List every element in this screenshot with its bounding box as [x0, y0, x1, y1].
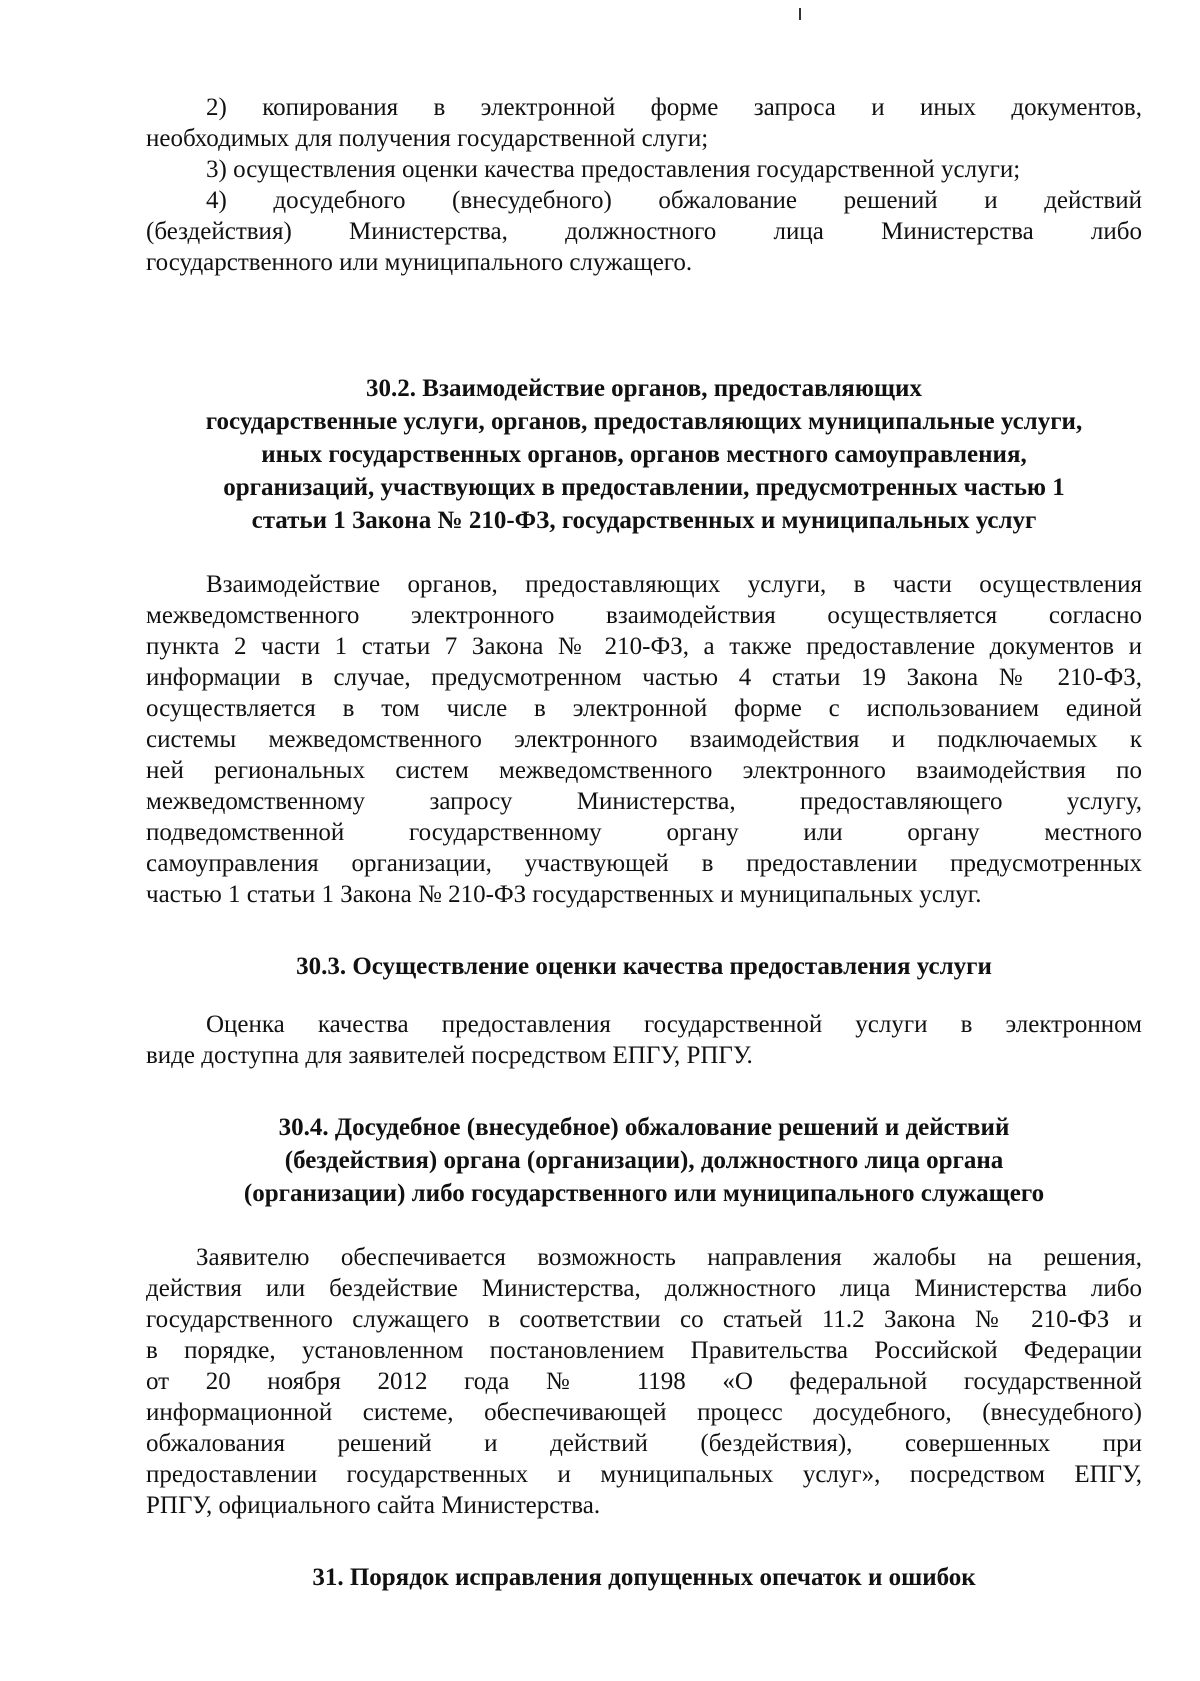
heading-line: 31. Порядок исправления допущенных опечаток и ошибок	[312, 1564, 976, 1591]
text-line: в порядке, установленном постановлением Правительства Российской Федерации	[146, 1337, 1142, 1364]
text-line: подведомственной государственному органу или органу местного	[146, 819, 1142, 846]
text-line: частью 1 статьи 1 Закона № 210-ФЗ государственных и муниципальных услуг.	[146, 881, 982, 908]
text-line: государственного или муниципального служащего.	[146, 249, 693, 276]
intro-list	[146, 92, 1142, 278]
intro-item-3	[146, 154, 1142, 185]
heading-line: 30.3. Осуществление оценки качества предоставления услуги	[296, 953, 992, 980]
text-line: Оценка качества предоставления государственной услуги в электронном	[206, 1011, 1142, 1038]
section-body-30-4	[146, 1242, 1142, 1521]
section-heading-30-3	[146, 950, 1142, 983]
text-line: необходимых для получения государственной слуги;	[146, 125, 709, 152]
section-heading-30-2	[146, 372, 1142, 537]
text-line: РПГУ, официального сайта Министерства.	[146, 1492, 601, 1519]
text-line: 2) копирования в электронной форме запроса и иных документов,	[206, 94, 1142, 121]
heading-line: организаций, участвующих в предоставлении, предусмотренных частью 1	[223, 474, 1065, 501]
heading-line: (организации) либо государственного или муниципального служащего	[243, 1180, 1045, 1207]
text-line: межведомственного электронного взаимодействия осуществляется согласно	[146, 602, 1142, 629]
text-line: межведомственному запросу Министерства, предоставляющего услугу,	[146, 788, 1142, 815]
text-line: предоставлении государственных и муниципальных услуг», посредством ЕПГУ,	[146, 1461, 1142, 1488]
text-line: обжалования решений и действий (бездействия), совершенных при	[146, 1430, 1142, 1457]
text-line: самоуправления организации, участвующей в предоставлении предусмотренных	[146, 850, 1142, 877]
intro-item-2	[146, 92, 1142, 154]
text-line: Заявителю обеспечивается возможность направления жалобы на решения,	[196, 1244, 1142, 1271]
text-line: 4) досудебного (внесудебного) обжалование решений и действий	[206, 187, 1142, 214]
text-line: информационной системе, обеспечивающей процесс досудебного, (внесудебного)	[146, 1399, 1142, 1426]
intro-item-4	[146, 185, 1142, 278]
text-line: от 20 ноября 2012 года № 1198 «О федеральной государственной	[146, 1368, 1142, 1395]
text-line: действия или бездействие Министерства, должностного лица Министерства либо	[146, 1275, 1142, 1302]
section-heading-30-4	[146, 1111, 1142, 1210]
heading-line: статьи 1 Закона № 210-ФЗ, государственных и муниципальных услуг	[251, 507, 1037, 534]
text-line: пункта 2 части 1 статьи 7 Закона № 210-ФЗ, а также предоставление документов и	[146, 633, 1142, 660]
text-line: (бездействия) Министерства, должностного лица Министерства либо	[146, 218, 1142, 245]
text-line: информации в случае, предусмотренном частью 4 статьи 19 Закона № 210-ФЗ,	[146, 664, 1142, 691]
section-body-30-2	[146, 569, 1142, 910]
text-line: Взаимодействие органов, предоставляющих услуги, в части осуществления	[206, 571, 1142, 598]
text-line: осуществляется в том числе в электронной форме с использованием единой	[146, 695, 1142, 722]
text-line: государственного служащего в соответствии со статьей 11.2 Закона № 210-ФЗ и	[146, 1306, 1142, 1333]
text-line: системы межведомственного электронного взаимодействия и подключаемых к	[146, 726, 1142, 753]
text-line: виде доступна для заявителей посредством ЕПГУ, РПГУ.	[146, 1042, 753, 1069]
heading-line: иных государственных органов, органов местного самоуправления,	[261, 441, 1027, 468]
document-page	[146, 92, 1142, 1594]
scan-mark	[799, 8, 801, 20]
text-line: 3) осуществления оценки качества предоставления государственной услуги;	[206, 156, 1021, 183]
heading-line: государственные услуги, органов, предоставляющих муниципальные услуги,	[205, 408, 1083, 435]
section-heading-31	[146, 1561, 1142, 1594]
heading-line: 30.2. Взаимодействие органов, предоставляющих	[366, 375, 922, 402]
text-line: ней региональных систем межведомственного электронного взаимодействия по	[146, 757, 1142, 784]
section-body-30-3	[146, 1009, 1142, 1071]
heading-line: 30.4. Досудебное (внесудебное) обжалование решений и действий	[278, 1114, 1010, 1141]
heading-line: (бездействия) органа (организации), должностного лица органа	[284, 1147, 1004, 1174]
